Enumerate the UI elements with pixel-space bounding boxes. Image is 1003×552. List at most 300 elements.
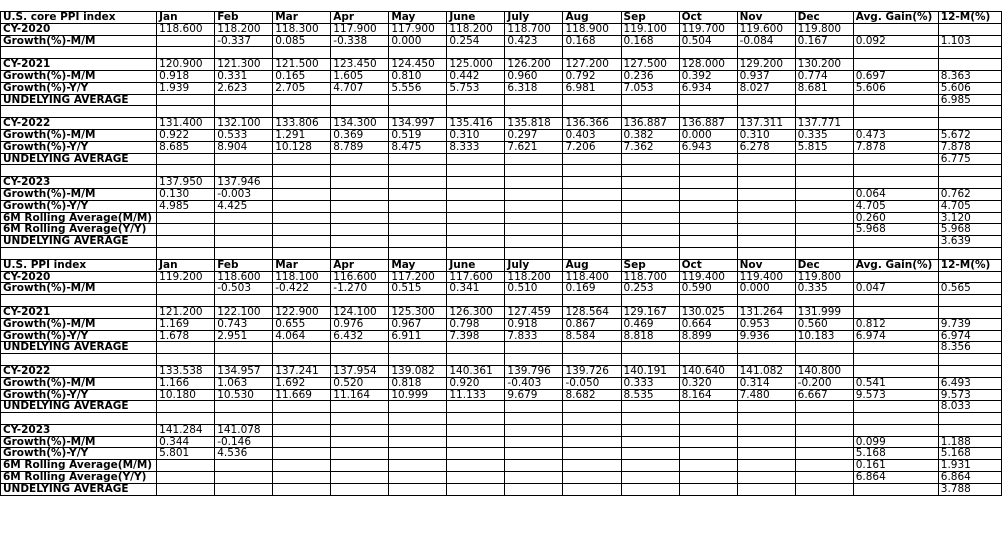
value-cell[interactable] <box>563 153 621 165</box>
empty-cell[interactable] <box>621 354 679 366</box>
empty-cell[interactable] <box>215 354 273 366</box>
empty-cell[interactable] <box>679 106 737 118</box>
row-label-cell[interactable]: 6M Rolling Average(M/M) <box>1 212 157 224</box>
value-cell[interactable] <box>621 483 679 495</box>
value-cell[interactable] <box>563 472 621 484</box>
twelve-month-cell[interactable]: 0.565 <box>938 283 1001 295</box>
value-cell[interactable] <box>331 200 389 212</box>
value-cell[interactable]: 0.310 <box>737 129 795 141</box>
value-cell[interactable]: 10.128 <box>273 141 331 153</box>
value-cell[interactable]: 0.369 <box>331 129 389 141</box>
empty-cell[interactable] <box>331 295 389 307</box>
value-cell[interactable]: 6.318 <box>505 82 563 94</box>
row-label-cell[interactable]: UNDELYING AVERAGE <box>1 342 157 354</box>
avg-gain-cell[interactable]: 6.974 <box>853 330 938 342</box>
value-cell[interactable] <box>273 342 331 354</box>
row-label-cell[interactable]: 6M Rolling Average(Y/Y) <box>1 472 157 484</box>
avg-gain-cell[interactable]: 0.473 <box>853 129 938 141</box>
value-cell[interactable] <box>795 436 853 448</box>
empty-cell[interactable] <box>621 106 679 118</box>
empty-cell[interactable] <box>737 354 795 366</box>
value-cell[interactable]: 10.183 <box>795 330 853 342</box>
avg-gain-cell[interactable] <box>853 401 938 413</box>
value-cell[interactable]: 4.707 <box>331 82 389 94</box>
empty-cell[interactable] <box>389 413 447 425</box>
value-cell[interactable]: 131.999 <box>795 306 853 318</box>
value-cell[interactable] <box>737 188 795 200</box>
avg-gain-cell[interactable] <box>853 424 938 436</box>
value-cell[interactable] <box>447 424 505 436</box>
month-header-cell[interactable]: Dec <box>795 259 853 271</box>
value-cell[interactable] <box>273 224 331 236</box>
value-cell[interactable] <box>621 472 679 484</box>
value-cell[interactable] <box>331 224 389 236</box>
value-cell[interactable]: 120.900 <box>157 59 215 71</box>
value-cell[interactable]: 119.400 <box>679 271 737 283</box>
value-cell[interactable] <box>157 236 215 248</box>
value-cell[interactable] <box>331 460 389 472</box>
value-cell[interactable] <box>621 224 679 236</box>
value-cell[interactable]: 119.700 <box>679 23 737 35</box>
value-cell[interactable]: 7.833 <box>505 330 563 342</box>
empty-cell[interactable] <box>1 295 157 307</box>
value-cell[interactable] <box>505 424 563 436</box>
value-cell[interactable] <box>621 401 679 413</box>
value-cell[interactable] <box>505 177 563 189</box>
avg-gain-cell[interactable]: 5.968 <box>853 224 938 236</box>
value-cell[interactable] <box>215 472 273 484</box>
value-cell[interactable] <box>737 200 795 212</box>
value-cell[interactable] <box>505 401 563 413</box>
empty-cell[interactable] <box>1 165 157 177</box>
value-cell[interactable]: 4.536 <box>215 448 273 460</box>
empty-cell[interactable] <box>737 47 795 59</box>
empty-cell[interactable] <box>795 354 853 366</box>
value-cell[interactable]: 5.556 <box>389 82 447 94</box>
empty-cell[interactable] <box>737 295 795 307</box>
empty-cell[interactable] <box>795 106 853 118</box>
row-label-cell[interactable]: Growth(%)-Y/Y <box>1 141 157 153</box>
value-cell[interactable] <box>737 472 795 484</box>
empty-cell[interactable] <box>563 165 621 177</box>
value-cell[interactable] <box>447 401 505 413</box>
empty-cell[interactable] <box>621 247 679 259</box>
value-cell[interactable]: 1.678 <box>157 330 215 342</box>
twelve-month-cell[interactable]: 8.033 <box>938 401 1001 413</box>
empty-cell[interactable] <box>447 165 505 177</box>
empty-cell[interactable] <box>795 295 853 307</box>
value-cell[interactable]: 0.918 <box>157 70 215 82</box>
value-cell[interactable] <box>273 424 331 436</box>
value-cell[interactable] <box>331 424 389 436</box>
row-label-cell[interactable]: Growth(%)-M/M <box>1 283 157 295</box>
empty-cell[interactable] <box>505 165 563 177</box>
empty-cell[interactable] <box>157 106 215 118</box>
avg-gain-cell[interactable]: 5.168 <box>853 448 938 460</box>
row-label-cell[interactable]: Growth(%)-Y/Y <box>1 200 157 212</box>
value-cell[interactable]: 2.623 <box>215 82 273 94</box>
empty-cell[interactable] <box>447 413 505 425</box>
value-cell[interactable] <box>389 94 447 106</box>
empty-cell[interactable] <box>679 295 737 307</box>
value-cell[interactable] <box>737 342 795 354</box>
value-cell[interactable]: 2.705 <box>273 82 331 94</box>
value-cell[interactable] <box>563 224 621 236</box>
twelve-month-cell[interactable]: 6.493 <box>938 377 1001 389</box>
value-cell[interactable]: 119.600 <box>737 23 795 35</box>
value-cell[interactable]: 1.939 <box>157 82 215 94</box>
value-cell[interactable] <box>795 212 853 224</box>
value-cell[interactable]: 135.416 <box>447 118 505 130</box>
value-cell[interactable] <box>621 236 679 248</box>
value-cell[interactable] <box>389 448 447 460</box>
twelve-month-cell[interactable] <box>938 271 1001 283</box>
row-label-cell[interactable]: UNDELYING AVERAGE <box>1 153 157 165</box>
value-cell[interactable]: 0.236 <box>621 70 679 82</box>
value-cell[interactable] <box>331 153 389 165</box>
avg-gain-cell[interactable] <box>853 23 938 35</box>
value-cell[interactable] <box>389 460 447 472</box>
value-cell[interactable]: 0.967 <box>389 318 447 330</box>
value-cell[interactable] <box>679 212 737 224</box>
empty-cell[interactable] <box>563 106 621 118</box>
row-label-cell[interactable]: CY-2023 <box>1 424 157 436</box>
value-cell[interactable]: 0.310 <box>447 129 505 141</box>
twelve-month-cell[interactable]: 8.356 <box>938 342 1001 354</box>
value-cell[interactable]: 0.169 <box>563 283 621 295</box>
value-cell[interactable]: 4.985 <box>157 200 215 212</box>
value-cell[interactable]: 127.500 <box>621 59 679 71</box>
value-cell[interactable] <box>331 177 389 189</box>
row-label-cell[interactable]: Growth(%)-Y/Y <box>1 448 157 460</box>
month-header-cell[interactable]: Dec <box>795 12 853 24</box>
empty-cell[interactable] <box>938 47 1001 59</box>
value-cell[interactable]: 11.133 <box>447 389 505 401</box>
value-cell[interactable]: 0.664 <box>679 318 737 330</box>
value-cell[interactable]: 117.900 <box>331 23 389 35</box>
value-cell[interactable]: 126.300 <box>447 306 505 318</box>
value-cell[interactable]: 139.082 <box>389 365 447 377</box>
empty-cell[interactable] <box>737 106 795 118</box>
value-cell[interactable]: 8.584 <box>563 330 621 342</box>
empty-cell[interactable] <box>331 47 389 59</box>
twelve-month-cell[interactable] <box>938 59 1001 71</box>
month-header-cell[interactable]: Oct <box>679 12 737 24</box>
value-cell[interactable]: 6.943 <box>679 141 737 153</box>
value-cell[interactable]: 0.920 <box>447 377 505 389</box>
value-cell[interactable]: 127.200 <box>563 59 621 71</box>
empty-cell[interactable] <box>157 165 215 177</box>
value-cell[interactable]: 0.403 <box>563 129 621 141</box>
value-cell[interactable] <box>505 436 563 448</box>
value-cell[interactable] <box>389 212 447 224</box>
value-cell[interactable] <box>621 153 679 165</box>
empty-cell[interactable] <box>563 47 621 59</box>
value-cell[interactable]: 130.025 <box>679 306 737 318</box>
value-cell[interactable]: 7.206 <box>563 141 621 153</box>
value-cell[interactable]: 8.475 <box>389 141 447 153</box>
twelve-month-cell[interactable]: 8.363 <box>938 70 1001 82</box>
value-cell[interactable]: 6.911 <box>389 330 447 342</box>
value-cell[interactable]: 139.796 <box>505 365 563 377</box>
empty-cell[interactable] <box>938 165 1001 177</box>
value-cell[interactable]: 0.515 <box>389 283 447 295</box>
value-cell[interactable]: 118.200 <box>447 23 505 35</box>
value-cell[interactable] <box>679 401 737 413</box>
value-cell[interactable]: 118.700 <box>505 23 563 35</box>
value-cell[interactable] <box>273 401 331 413</box>
value-cell[interactable]: 136.887 <box>679 118 737 130</box>
value-cell[interactable] <box>563 177 621 189</box>
value-cell[interactable] <box>389 153 447 165</box>
avg-gain-cell[interactable] <box>853 177 938 189</box>
value-cell[interactable] <box>795 94 853 106</box>
empty-cell[interactable] <box>795 413 853 425</box>
month-header-cell[interactable]: Sep <box>621 259 679 271</box>
twelve-month-cell[interactable]: 1.931 <box>938 460 1001 472</box>
value-cell[interactable]: 0.130 <box>157 188 215 200</box>
value-cell[interactable]: -0.084 <box>737 35 795 47</box>
avg-gain-cell[interactable] <box>853 118 938 130</box>
value-cell[interactable]: 0.533 <box>215 129 273 141</box>
value-cell[interactable]: 119.800 <box>795 271 853 283</box>
value-cell[interactable]: 8.899 <box>679 330 737 342</box>
month-header-cell[interactable]: June <box>447 259 505 271</box>
value-cell[interactable] <box>273 177 331 189</box>
value-cell[interactable] <box>331 236 389 248</box>
row-label-cell[interactable]: UNDELYING AVERAGE <box>1 94 157 106</box>
avg-gain-cell[interactable]: 7.878 <box>853 141 938 153</box>
value-cell[interactable] <box>795 483 853 495</box>
value-cell[interactable] <box>737 424 795 436</box>
value-cell[interactable]: 7.621 <box>505 141 563 153</box>
empty-cell[interactable] <box>938 106 1001 118</box>
month-header-cell[interactable]: Feb <box>215 12 273 24</box>
empty-cell[interactable] <box>938 354 1001 366</box>
value-cell[interactable]: 0.810 <box>389 70 447 82</box>
value-cell[interactable]: 6.278 <box>737 141 795 153</box>
value-cell[interactable] <box>563 188 621 200</box>
month-header-cell[interactable]: Jan <box>157 259 215 271</box>
value-cell[interactable] <box>621 200 679 212</box>
row-label-cell[interactable]: Growth(%)-M/M <box>1 70 157 82</box>
month-header-cell[interactable]: Nov <box>737 259 795 271</box>
value-cell[interactable] <box>795 448 853 460</box>
twelve-month-cell[interactable]: 7.878 <box>938 141 1001 153</box>
empty-cell[interactable] <box>853 247 938 259</box>
empty-cell[interactable] <box>563 354 621 366</box>
value-cell[interactable] <box>505 236 563 248</box>
value-cell[interactable]: 0.743 <box>215 318 273 330</box>
value-cell[interactable] <box>795 236 853 248</box>
empty-cell[interactable] <box>1 47 157 59</box>
value-cell[interactable] <box>331 472 389 484</box>
value-cell[interactable]: 0.000 <box>737 283 795 295</box>
empty-cell[interactable] <box>563 413 621 425</box>
value-cell[interactable] <box>389 436 447 448</box>
row-label-cell[interactable]: CY-2020 <box>1 271 157 283</box>
value-cell[interactable]: 1.692 <box>273 377 331 389</box>
value-cell[interactable]: 6.432 <box>331 330 389 342</box>
value-cell[interactable]: 121.200 <box>157 306 215 318</box>
value-cell[interactable] <box>331 436 389 448</box>
twelve-month-cell[interactable]: 5.968 <box>938 224 1001 236</box>
value-cell[interactable] <box>447 483 505 495</box>
value-cell[interactable] <box>679 94 737 106</box>
avg-gain-cell[interactable]: 0.541 <box>853 377 938 389</box>
value-cell[interactable] <box>215 212 273 224</box>
empty-cell[interactable] <box>331 354 389 366</box>
value-cell[interactable]: 6.934 <box>679 82 737 94</box>
value-cell[interactable]: 136.366 <box>563 118 621 130</box>
value-cell[interactable]: 10.180 <box>157 389 215 401</box>
value-cell[interactable]: 6.981 <box>563 82 621 94</box>
value-cell[interactable]: -0.503 <box>215 283 273 295</box>
value-cell[interactable] <box>621 424 679 436</box>
value-cell[interactable] <box>273 153 331 165</box>
value-cell[interactable] <box>215 460 273 472</box>
value-cell[interactable]: 0.655 <box>273 318 331 330</box>
value-cell[interactable]: 129.167 <box>621 306 679 318</box>
value-cell[interactable]: 0.976 <box>331 318 389 330</box>
value-cell[interactable] <box>273 448 331 460</box>
value-cell[interactable]: 126.200 <box>505 59 563 71</box>
value-cell[interactable] <box>447 224 505 236</box>
value-cell[interactable]: 134.997 <box>389 118 447 130</box>
month-header-cell[interactable]: Nov <box>737 12 795 24</box>
value-cell[interactable] <box>447 436 505 448</box>
empty-cell[interactable] <box>505 295 563 307</box>
twelve-month-cell[interactable]: 12-M(%) <box>938 12 1001 24</box>
empty-cell[interactable] <box>938 295 1001 307</box>
empty-cell[interactable] <box>389 295 447 307</box>
row-label-cell[interactable]: CY-2022 <box>1 365 157 377</box>
twelve-month-cell[interactable]: 5.168 <box>938 448 1001 460</box>
value-cell[interactable]: 116.600 <box>331 271 389 283</box>
value-cell[interactable] <box>389 177 447 189</box>
value-cell[interactable]: 128.000 <box>679 59 737 71</box>
value-cell[interactable] <box>679 224 737 236</box>
value-cell[interactable] <box>679 472 737 484</box>
value-cell[interactable]: 5.801 <box>157 448 215 460</box>
empty-cell[interactable] <box>853 413 938 425</box>
value-cell[interactable] <box>563 94 621 106</box>
value-cell[interactable] <box>737 436 795 448</box>
empty-cell[interactable] <box>157 295 215 307</box>
value-cell[interactable] <box>505 188 563 200</box>
value-cell[interactable] <box>563 212 621 224</box>
empty-cell[interactable] <box>215 295 273 307</box>
value-cell[interactable] <box>447 342 505 354</box>
value-cell[interactable] <box>795 153 853 165</box>
value-cell[interactable] <box>331 401 389 413</box>
value-cell[interactable]: 140.640 <box>679 365 737 377</box>
month-header-cell[interactable]: July <box>505 259 563 271</box>
avg-gain-cell[interactable]: 5.606 <box>853 82 938 94</box>
empty-cell[interactable] <box>389 106 447 118</box>
value-cell[interactable]: 137.241 <box>273 365 331 377</box>
value-cell[interactable] <box>679 177 737 189</box>
value-cell[interactable]: 119.100 <box>621 23 679 35</box>
month-header-cell[interactable]: Jan <box>157 12 215 24</box>
empty-cell[interactable] <box>273 354 331 366</box>
empty-cell[interactable] <box>505 47 563 59</box>
value-cell[interactable] <box>157 460 215 472</box>
twelve-month-cell[interactable] <box>938 306 1001 318</box>
empty-cell[interactable] <box>679 165 737 177</box>
value-cell[interactable] <box>215 94 273 106</box>
value-cell[interactable] <box>273 200 331 212</box>
avg-gain-cell[interactable]: 6.864 <box>853 472 938 484</box>
empty-cell[interactable] <box>938 247 1001 259</box>
value-cell[interactable] <box>737 483 795 495</box>
twelve-month-cell[interactable]: 3.788 <box>938 483 1001 495</box>
row-label-cell[interactable]: Growth(%)-M/M <box>1 318 157 330</box>
empty-cell[interactable] <box>447 106 505 118</box>
empty-cell[interactable] <box>621 47 679 59</box>
month-header-cell[interactable]: Apr <box>331 259 389 271</box>
value-cell[interactable] <box>157 342 215 354</box>
month-header-cell[interactable]: July <box>505 12 563 24</box>
value-cell[interactable] <box>505 200 563 212</box>
value-cell[interactable] <box>679 236 737 248</box>
value-cell[interactable] <box>447 212 505 224</box>
value-cell[interactable]: 140.800 <box>795 365 853 377</box>
value-cell[interactable] <box>679 483 737 495</box>
empty-cell[interactable] <box>679 354 737 366</box>
value-cell[interactable]: 0.510 <box>505 283 563 295</box>
empty-cell[interactable] <box>215 47 273 59</box>
value-cell[interactable] <box>389 188 447 200</box>
value-cell[interactable] <box>505 472 563 484</box>
row-label-cell[interactable]: UNDELYING AVERAGE <box>1 483 157 495</box>
avg-gain-cell[interactable]: 0.260 <box>853 212 938 224</box>
empty-cell[interactable] <box>273 413 331 425</box>
month-header-cell[interactable]: Aug <box>563 12 621 24</box>
value-cell[interactable] <box>505 212 563 224</box>
twelve-month-cell[interactable]: 5.672 <box>938 129 1001 141</box>
twelve-month-cell[interactable]: 6.775 <box>938 153 1001 165</box>
empty-cell[interactable] <box>447 354 505 366</box>
twelve-month-cell[interactable]: 6.985 <box>938 94 1001 106</box>
empty-cell[interactable] <box>621 165 679 177</box>
value-cell[interactable] <box>389 200 447 212</box>
value-cell[interactable]: 0.168 <box>563 35 621 47</box>
value-cell[interactable]: 118.300 <box>273 23 331 35</box>
avg-gain-cell[interactable]: 0.697 <box>853 70 938 82</box>
empty-cell[interactable] <box>389 47 447 59</box>
value-cell[interactable]: 9.679 <box>505 389 563 401</box>
avg-gain-cell[interactable] <box>853 94 938 106</box>
value-cell[interactable] <box>273 212 331 224</box>
value-cell[interactable]: 0.341 <box>447 283 505 295</box>
value-cell[interactable] <box>621 342 679 354</box>
value-cell[interactable]: 118.600 <box>215 271 273 283</box>
value-cell[interactable]: 129.200 <box>737 59 795 71</box>
empty-cell[interactable] <box>1 413 157 425</box>
value-cell[interactable]: 132.100 <box>215 118 273 130</box>
value-cell[interactable] <box>679 448 737 460</box>
empty-cell[interactable] <box>447 247 505 259</box>
empty-cell[interactable] <box>273 165 331 177</box>
value-cell[interactable] <box>621 460 679 472</box>
value-cell[interactable] <box>157 35 215 47</box>
value-cell[interactable]: 0.504 <box>679 35 737 47</box>
value-cell[interactable] <box>215 483 273 495</box>
avg-gain-cell[interactable]: 9.573 <box>853 389 938 401</box>
empty-cell[interactable] <box>737 413 795 425</box>
value-cell[interactable]: -0.050 <box>563 377 621 389</box>
